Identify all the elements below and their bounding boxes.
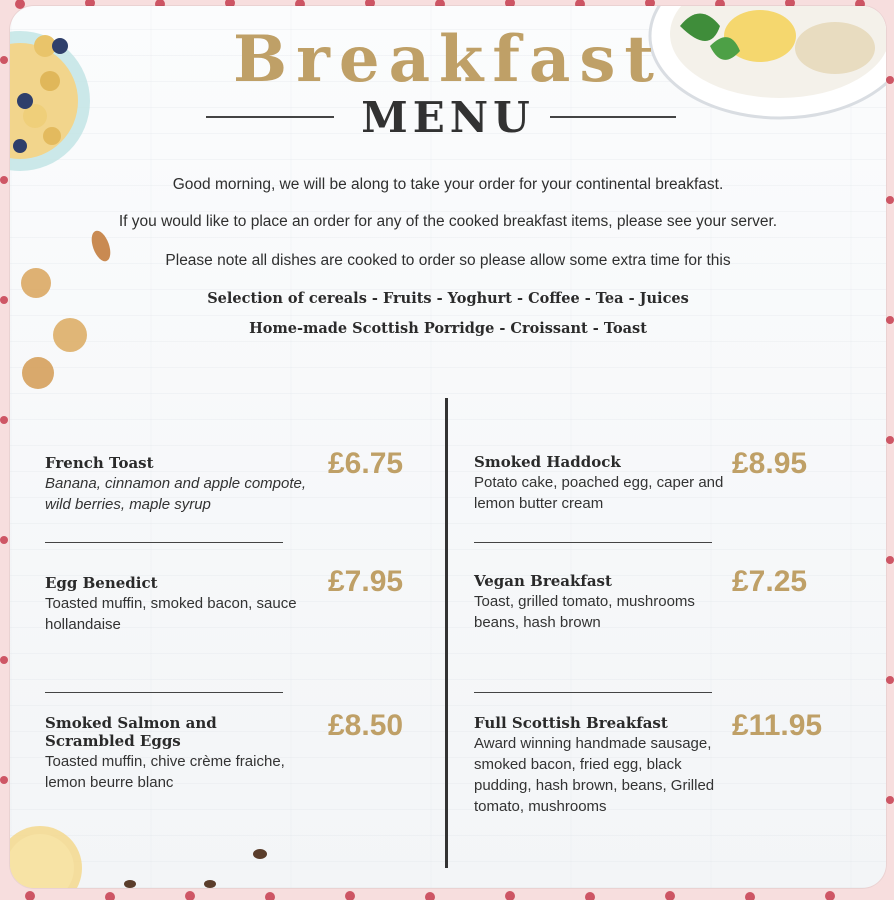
item-separator <box>474 692 712 693</box>
item-name: Full Scottish Breakfast <box>474 714 668 732</box>
item-description: Banana, cinnamon and apple compote, wild berries, maple syrup <box>45 475 307 513</box>
item-name: Smoked Salmon and Scrambled Eggs <box>45 714 217 750</box>
item-name: Egg Benedict <box>45 574 158 592</box>
menu-item <box>474 572 724 633</box>
menu-card <box>10 6 886 888</box>
menu-title: Breakfast <box>233 22 663 97</box>
coffee-beans-illustration <box>110 846 270 888</box>
menu-item <box>45 714 310 793</box>
intro-line: Good morning, we will be along to take your order for your continental breakfast. <box>172 176 724 193</box>
continental-highlight: Selection of cereals - Fruits - Yoghurt - Coffee - Tea - Juices <box>207 290 689 307</box>
intro-line: If you would like to place an order for any of the cooked breakfast items, please see your server. <box>118 213 778 230</box>
continental-highlight: Home-made Scottish Porridge - Croissant - Toast <box>249 320 647 337</box>
intro-line: Please note all dishes are cooked to order so please allow some extra time for this <box>165 252 731 269</box>
menu-item <box>474 714 739 817</box>
juice-glass-illustration <box>10 816 100 888</box>
item-separator <box>474 542 712 543</box>
menu-item <box>45 454 325 515</box>
menu-subtitle: MENU <box>361 93 535 142</box>
item-description: Toasted muffin, smoked bacon, sauce hollandaise <box>45 595 297 633</box>
menu-item <box>45 574 325 635</box>
item-separator <box>45 542 283 543</box>
column-divider <box>445 398 448 868</box>
item-name: French Toast <box>45 454 154 472</box>
item-price: £8.95 <box>732 447 808 480</box>
item-name: Vegan Breakfast <box>474 572 612 590</box>
menu-item <box>474 453 724 514</box>
item-description: Toast, grilled tomato, mushrooms beans, hash brown <box>474 593 695 631</box>
item-price: £6.75 <box>328 447 404 480</box>
item-price: £8.50 <box>328 709 404 742</box>
item-description: Potato cake, poached egg, caper and lemon butter cream <box>474 474 724 512</box>
item-price: £7.25 <box>732 565 808 598</box>
item-price: £11.95 <box>732 709 823 742</box>
item-separator <box>45 692 283 693</box>
item-description: Toasted muffin, chive crème fraiche, lemon beurre blanc <box>45 753 285 791</box>
subtitle-rule-right <box>550 116 676 118</box>
item-description: Award winning handmade sausage, smoked bacon, fried egg, black pudding, hash brown, beans, Grilled tomato, mushrooms <box>474 735 715 815</box>
item-price: £7.95 <box>328 565 404 598</box>
item-name: Smoked Haddock <box>474 453 621 471</box>
